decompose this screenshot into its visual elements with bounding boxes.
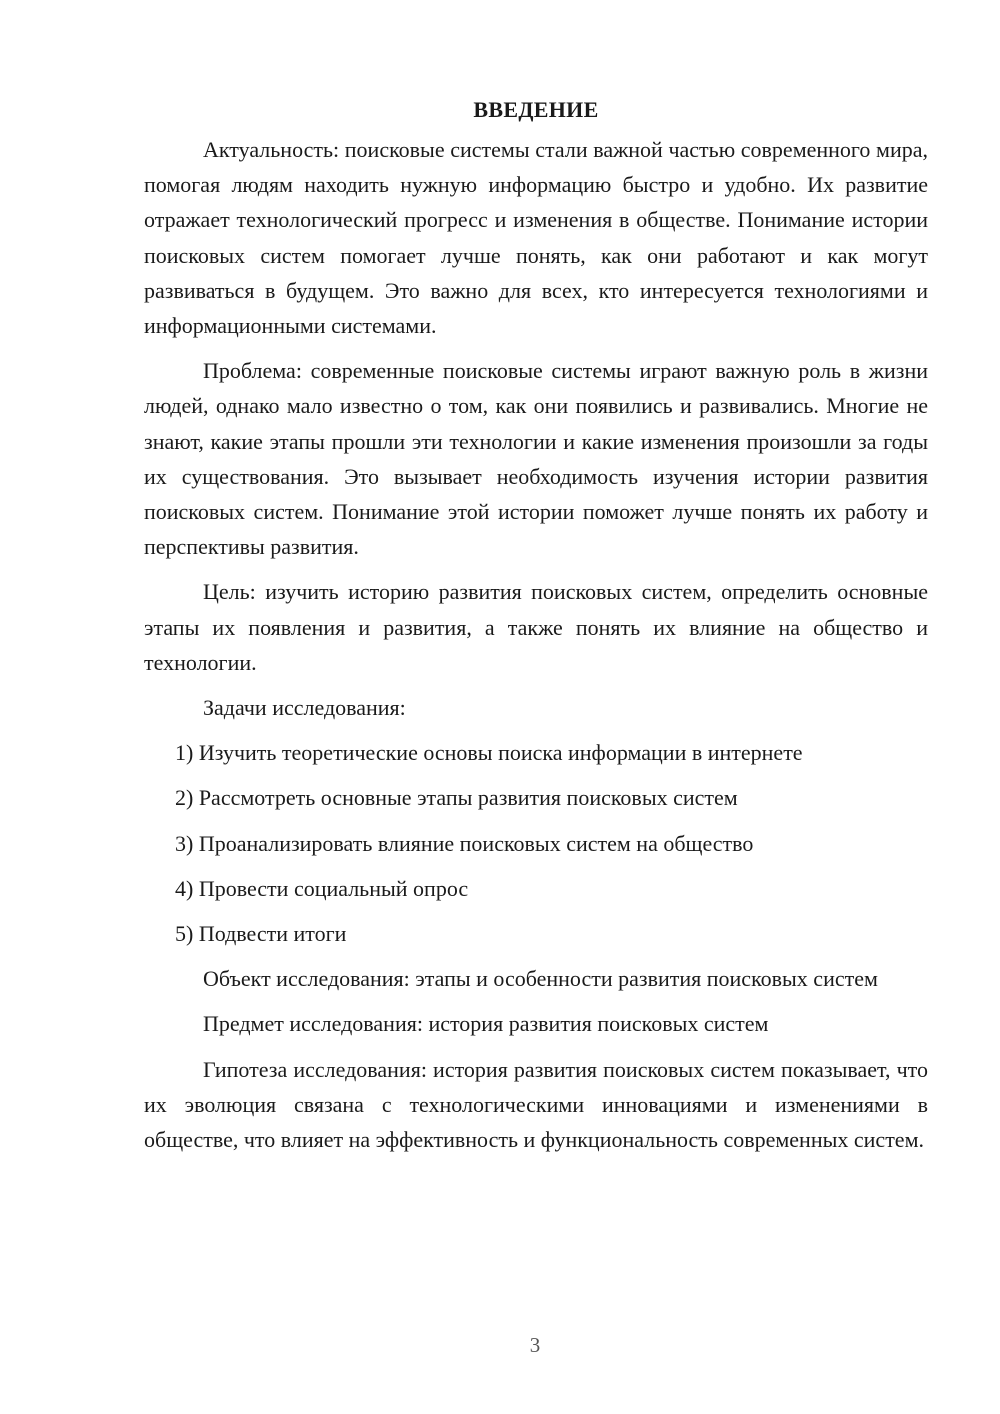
page-title: ВВЕДЕНИЕ [473,97,599,122]
list-item: 2) Рассмотреть основные этапы развития поисковых систем [175,785,738,811]
list-item: 3) Проанализировать влияние поисковых систем на общество [175,830,754,856]
subject-paragraph: Предмет исследования: история развития поисковых систем [203,1011,769,1037]
list-item: 5) Подвести итоги [175,921,347,947]
document-page [144,92,928,1167]
object-paragraph: Объект исследования: этапы и особенности развития поисковых систем [203,966,878,992]
problem-paragraph: Проблема: современные поисковые системы играют важную роль в жизни людей, однако мало известно о том, как они появились и развивались. Многие не знают, какие этапы прошли эти технологии и какие изменения произошли за годы их существования. Это вызывает необходимость изучения истории развития поисковых систем. Понимание этой истории поможет лучше понять их работу и перспективы развития. [144,358,928,560]
tasks-list [144,735,928,951]
hypothesis-paragraph: Гипотеза исследования: история развития поисковых систем показывает, что их эволюция связана с технологическими инновациями и изменениями в обществе, что влияет на эффективность и функциональность современных систем. [144,1056,928,1153]
relevance-paragraph: Актуальность: поисковые системы стали важной частью современного мира, помогая людям находить нужную информацию быстро и удобно. Их развитие отражает технологический прогресс и изменения в обществе. Понимание истории поисковых систем помогает лучше понять, как они работают и как могут развиваться в будущем. Это важно для всех, кто интересуется технологиями и информационными системами. [144,137,928,339]
list-item: 1) Изучить теоретические основы поиска информации в интернете [175,740,803,766]
goal-paragraph: Цель: изучить историю развития поисковых систем, определить основные этапы их появления и развития, а также понять их влияние на общество и технологии. [144,579,928,675]
page-number: 3 [529,1333,541,1357]
list-item: 4) Провести социальный опрос [175,875,469,901]
tasks-heading: Задачи исследования: [203,695,406,721]
